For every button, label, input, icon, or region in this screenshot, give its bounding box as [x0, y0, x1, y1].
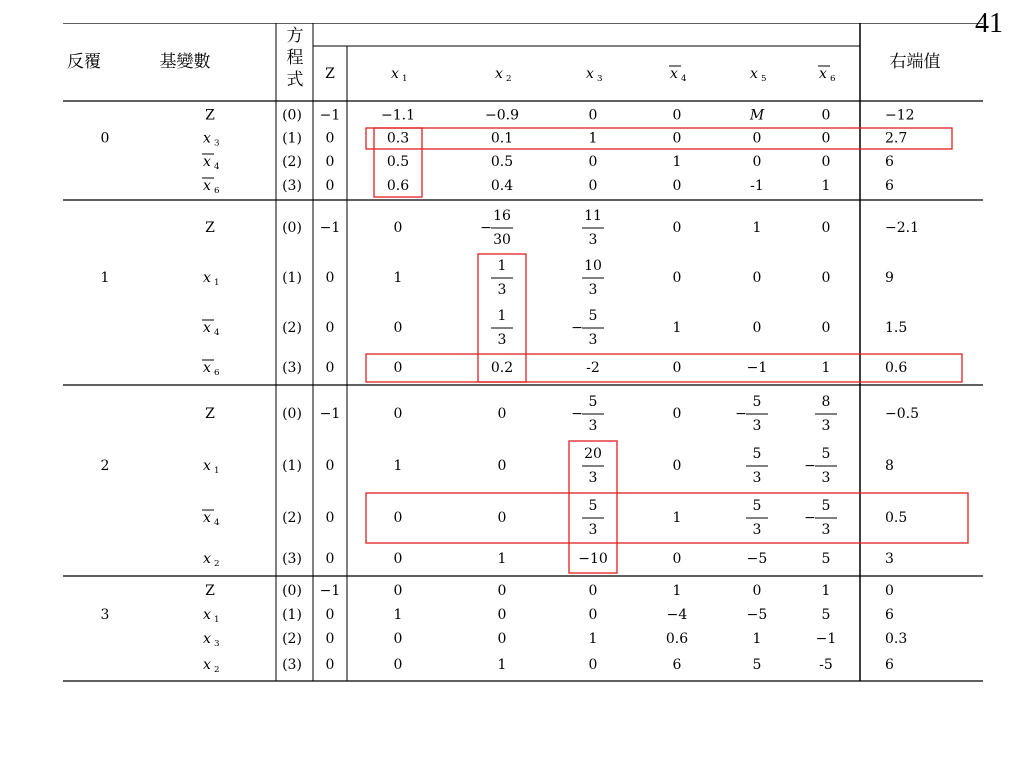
coef-it1-r2-c2-numerator: 5 [588, 308, 598, 324]
coef-it2-r2-c5-denominator: 3 [821, 522, 831, 538]
iteration-label: 3 [100, 607, 110, 623]
rhs-it3-r0: 0 [885, 583, 894, 599]
z-coefficient: 0 [325, 130, 335, 147]
coef-it1-r2-c1-denominator: 3 [497, 332, 507, 348]
coef-it0-r3-c4: -1 [750, 178, 764, 194]
coef-it2-r0-c1: 0 [497, 406, 507, 422]
coef-it2-r1-c3: 0 [672, 458, 682, 474]
coef-it0-r0-c1: −0.9 [485, 107, 519, 124]
coef-it3-r3-c4: 5 [752, 657, 762, 673]
coef-it2-r2-c2 [582, 498, 604, 538]
basic-var-it2-row3-letter: x [203, 551, 211, 567]
coef-it1-r0-c0: 0 [393, 220, 403, 236]
coef-it3-r3-c3: 6 [672, 657, 682, 673]
rhs-it1-r0: −2.1 [885, 220, 919, 236]
equation-number: (1) [282, 270, 302, 286]
coef-it0-r3-c5: 1 [821, 178, 831, 194]
coef-it3-r3-c0: 0 [393, 657, 403, 673]
coef-it1-r0-c2-numerator: 11 [584, 208, 602, 224]
basic-var-it2-row2 [202, 510, 220, 528]
coef-it2-r2-c5-sign: − [804, 510, 816, 526]
coef-it3-r2-c2: 1 [588, 631, 598, 647]
coef-it1-r2-c5: 0 [821, 320, 831, 336]
basic-var-it3-row0-text: Z [205, 583, 215, 599]
coef-it2-r2-c5 [804, 498, 837, 538]
coef-it1-r0-c1-denominator: 30 [493, 232, 511, 248]
basic-var-it0-row2-letter: x [203, 154, 211, 170]
coef-it0-r3-c1: 0.4 [490, 178, 514, 194]
coef-it1-r1-c3: 0 [672, 270, 682, 286]
header-rhs: 右端值 [889, 52, 941, 72]
equation-number: (0) [282, 220, 302, 236]
z-coefficient: 0 [325, 551, 335, 567]
header-var-5-letter: x [750, 66, 758, 82]
coef-it1-r3-c0: 0 [393, 360, 403, 376]
coef-it0-r2-c5: 0 [821, 154, 831, 170]
header-var-6 [818, 66, 836, 84]
basic-var-it1-row3 [202, 360, 220, 378]
equation-number: (2) [282, 154, 302, 170]
iteration-label: 0 [100, 130, 110, 147]
basic-var-it1-row1-subscript: 1 [214, 278, 220, 288]
coef-it1-r2-c2-denominator: 3 [588, 332, 598, 348]
coef-it1-r0-c2-denominator: 3 [588, 232, 598, 248]
rhs-it3-r2: 0.3 [885, 631, 908, 647]
coef-it1-r2-c0: 0 [393, 320, 403, 336]
header-var-1 [391, 66, 407, 84]
z-coefficient: 0 [325, 154, 335, 170]
equation-number: (0) [282, 406, 302, 422]
coef-it0-r2-c3: 1 [672, 154, 682, 170]
coef-it1-r2-c4: 0 [752, 320, 762, 336]
header-var-1-subscript: 1 [402, 74, 408, 84]
coef-it2-r1-c5-numerator: 5 [821, 446, 831, 462]
basic-var-it3-row1-subscript: 1 [214, 615, 220, 625]
rhs-it0-r1: 2.7 [885, 130, 908, 147]
rhs-it1-r3: 0.6 [885, 360, 908, 376]
z-coefficient: 0 [325, 270, 335, 286]
basic-var-it2-row1-letter: x [203, 458, 211, 474]
basic-var-it3-row3-letter: x [203, 657, 211, 673]
coef-it3-r2-c3: 0.6 [665, 631, 689, 647]
basic-var-it1-row3-subscript: 6 [214, 368, 220, 378]
rhs-it2-r3: 3 [885, 551, 894, 567]
coef-it2-r3-c2: −10 [578, 551, 608, 567]
coef-it2-r0-c3: 0 [672, 406, 682, 422]
equation-number: (1) [282, 607, 302, 623]
coef-it3-r0-c0: 0 [393, 583, 403, 599]
coef-it2-r1-c5-denominator: 3 [821, 470, 831, 486]
pivot-row-highlight [366, 493, 968, 543]
basic-var-it2-row1-subscript: 1 [214, 466, 220, 476]
coef-it0-r1-c5: 0 [821, 130, 831, 147]
coef-it0-r0-c2: 0 [588, 107, 598, 124]
coef-it2-r0-c4 [735, 394, 768, 434]
coef-it2-r2-c4 [746, 498, 768, 538]
rhs-it0-r3: 6 [885, 178, 894, 194]
equation-number: (3) [282, 360, 302, 376]
equation-number: (0) [282, 583, 302, 599]
coef-it1-r1-c4: 0 [752, 270, 762, 286]
basic-var-it1-row2 [202, 320, 220, 338]
z-coefficient: 0 [325, 178, 335, 194]
basic-var-it3-row1-letter: x [203, 607, 211, 623]
basic-var-it3-row2 [203, 631, 219, 649]
equation-number: (0) [282, 107, 302, 124]
equation-number: (3) [282, 657, 302, 673]
coef-it1-r1-c1 [491, 258, 513, 298]
coef-it2-r0-c2-numerator: 5 [588, 394, 598, 410]
equation-number: (3) [282, 551, 302, 567]
basic-var-it1-row1-letter: x [203, 270, 211, 286]
header-var-6-letter: x [819, 66, 827, 82]
coef-it1-r1-c1-numerator: 1 [497, 258, 507, 274]
rhs-it1-r2: 1.5 [885, 320, 908, 336]
coef-it2-r2-c2-numerator: 5 [588, 498, 598, 514]
basic-var-it2-row3 [203, 551, 219, 569]
basic-var-it1-row1 [203, 270, 219, 288]
coef-it1-r1-c2-numerator: 10 [584, 258, 602, 274]
z-coefficient: −1 [319, 107, 341, 124]
coef-it0-r2-c2: 0 [588, 154, 598, 170]
coef-it3-r0-c5: 1 [821, 583, 831, 599]
coef-it3-r0-c2: 0 [588, 583, 598, 599]
coef-it2-r3-c1: 1 [497, 551, 507, 567]
equation-number: (1) [282, 130, 302, 147]
rhs-it3-r1: 6 [885, 607, 894, 623]
rhs-it1-r1: 9 [885, 270, 894, 286]
basic-var-it2-row3-subscript: 2 [214, 559, 220, 569]
header-var-2 [495, 66, 511, 84]
coef-it2-r1-c5-sign: − [804, 458, 816, 474]
coef-it2-r1-c5 [804, 446, 837, 486]
coef-it2-r2-c1: 0 [497, 510, 507, 526]
basic-var-it2-row1 [203, 458, 219, 476]
coef-it1-r3-c5: 1 [821, 360, 831, 376]
basic-var-it0-row3-subscript: 6 [214, 186, 220, 196]
header-equation-char: 方 [286, 26, 304, 46]
coef-it2-r1-c4-numerator: 5 [752, 446, 762, 462]
header-var-4-subscript: 4 [681, 74, 687, 84]
coef-it2-r0-c5-numerator: 8 [821, 394, 831, 410]
coef-it1-r1-c2 [582, 258, 604, 298]
z-coefficient: −1 [319, 406, 341, 422]
coef-it1-r2-c1-numerator: 1 [497, 308, 507, 324]
coef-it2-r0-c4-sign: − [735, 406, 747, 422]
coef-it2-r0-c2-denominator: 3 [588, 418, 598, 434]
coef-it3-r0-c4: 0 [752, 583, 762, 599]
coef-it0-r1-c2: 1 [588, 130, 598, 147]
coef-it2-r0-c2 [571, 394, 604, 434]
equation-number: (2) [282, 510, 302, 526]
header-var-5 [750, 66, 766, 84]
z-coefficient: 0 [325, 510, 335, 526]
basic-var-it0-row2-subscript: 4 [214, 162, 220, 172]
coef-it1-r2-c2 [571, 308, 604, 348]
coef-it3-r3-c1: 1 [497, 657, 507, 673]
coef-it1-r3-c3: 0 [672, 360, 682, 376]
z-coefficient: 0 [325, 360, 335, 376]
basic-var-it3-row0 [205, 583, 215, 599]
coef-it2-r2-c3: 1 [672, 510, 682, 526]
rhs-it3-r3: 6 [885, 657, 894, 673]
z-coefficient: 0 [325, 657, 335, 673]
header-var-4-letter: x [670, 66, 678, 82]
coef-it1-r3-c1: 0.2 [490, 360, 514, 376]
z-coefficient: 0 [325, 320, 335, 336]
coef-it1-r1-c0: 1 [393, 270, 403, 286]
header-basic-variable: 基變數 [159, 52, 211, 72]
z-coefficient: 0 [325, 607, 335, 623]
rhs-it2-r0: −0.5 [885, 406, 919, 422]
coef-it0-r0-c3: 0 [672, 107, 682, 124]
basic-var-it3-row2-subscript: 3 [214, 639, 220, 649]
basic-var-it3-row3-subscript: 2 [214, 665, 220, 675]
header-var-3-letter: x [586, 66, 594, 82]
rhs-it2-r2: 0.5 [885, 510, 908, 526]
rhs-it0-r2: 6 [885, 154, 894, 170]
pivot-row-highlight [366, 128, 952, 149]
coef-it2-r0-c0: 0 [393, 406, 403, 422]
coef-it1-r2-c3: 1 [672, 320, 682, 336]
coef-it2-r2-c4-denominator: 3 [752, 522, 762, 538]
coef-it3-r3-c2: 0 [588, 657, 598, 673]
basic-var-it3-row2-letter: x [203, 631, 211, 647]
header-var-6-subscript: 6 [830, 74, 836, 84]
coef-it2-r3-c4: −5 [746, 551, 768, 567]
coef-it2-r2-c0: 0 [393, 510, 403, 526]
coef-it0-r1-c1: 0.1 [490, 130, 514, 147]
header-equation-char: 程 [286, 48, 304, 68]
coef-it1-r0-c1-numerator: 16 [493, 208, 511, 224]
basic-var-it1-row2-subscript: 4 [214, 328, 220, 338]
header-equation-char: 式 [286, 70, 304, 90]
coef-it2-r1-c0: 1 [393, 458, 403, 474]
coef-it0-r3-c3: 0 [672, 178, 682, 194]
z-coefficient: 0 [325, 631, 335, 647]
basic-var-it0-row1-letter: x [203, 130, 211, 147]
coef-it0-r2-c4: 0 [752, 154, 762, 170]
basic-var-it0-row3-letter: x [203, 178, 211, 194]
rhs-it0-r0: −12 [885, 107, 915, 124]
coef-it2-r0-c4-numerator: 5 [752, 394, 762, 410]
coef-it3-r2-c5: −1 [815, 631, 837, 647]
coef-it3-r1-c5: 5 [821, 607, 831, 623]
header-var-5-subscript: 5 [761, 74, 767, 84]
basic-var-it3-row1 [203, 607, 219, 625]
coef-it1-r1-c5: 0 [821, 270, 831, 286]
pivot-row-highlight [366, 354, 962, 382]
coef-it3-r1-c3: −4 [666, 607, 688, 623]
header-iteration: 反覆 [67, 52, 101, 72]
coef-it2-r1-c4 [746, 446, 768, 486]
coef-it0-r0-c0: −1.1 [381, 107, 415, 124]
simplex-tableau [63, 23, 983, 743]
coef-it2-r0-c4-denominator: 3 [752, 418, 762, 434]
header-z: Z [325, 66, 335, 82]
basic-var-it0-row2 [202, 154, 220, 172]
coef-it1-r3-c4: −1 [746, 360, 768, 376]
header-var-1-letter: x [391, 66, 399, 82]
iteration-label: 2 [100, 458, 110, 474]
basic-var-it1-row3-letter: x [203, 360, 211, 376]
coef-it2-r0-c2-sign: − [571, 406, 583, 422]
coef-it0-r1-c4: 0 [752, 130, 762, 147]
coef-it2-r3-c0: 0 [393, 551, 403, 567]
z-coefficient: 0 [325, 458, 335, 474]
coef-it1-r2-c2-sign: − [571, 320, 583, 336]
coef-it2-r0-c5 [815, 394, 837, 434]
basic-var-it0-row1 [203, 131, 219, 149]
page-number: 41 [975, 8, 1003, 39]
coef-it2-r0-c5-denominator: 3 [821, 418, 831, 434]
coef-it2-r1-c4-denominator: 3 [752, 470, 762, 486]
iteration-label: 1 [100, 270, 110, 286]
coef-it3-r1-c1: 0 [497, 607, 507, 623]
header-var-4 [669, 66, 687, 84]
coef-it3-r0-c1: 0 [497, 583, 507, 599]
basic-var-it2-row0 [205, 406, 215, 422]
coef-it0-r2-c0: 0.5 [386, 154, 410, 170]
equation-number: (2) [282, 631, 302, 647]
coef-it1-r0-c2 [582, 208, 604, 248]
coef-it0-r2-c1: 0.5 [490, 154, 514, 170]
coef-it1-r1-c1-denominator: 3 [497, 282, 507, 298]
basic-var-it3-row3 [203, 657, 219, 675]
basic-var-it0-row0-text: Z [205, 107, 215, 124]
coef-it1-r3-c2: -2 [586, 360, 600, 376]
basic-var-it2-row0-text: Z [205, 406, 215, 422]
coef-it2-r1-c1: 0 [497, 458, 507, 474]
basic-var-it1-row2-letter: x [203, 320, 211, 336]
coef-it2-r1-c2-denominator: 3 [588, 470, 598, 486]
coef-it1-r1-c2-denominator: 3 [588, 282, 598, 298]
basic-var-it1-row0 [205, 220, 215, 236]
coef-it3-r1-c0: 1 [393, 607, 403, 623]
coef-it2-r1-c2 [582, 446, 604, 486]
coef-it2-r2-c4-numerator: 5 [752, 498, 762, 514]
coef-it3-r0-c3: 1 [672, 583, 682, 599]
coef-it0-r0-c4: M [749, 107, 765, 124]
coef-it1-r0-c4: 1 [752, 220, 762, 236]
coef-it3-r1-c4: −5 [746, 607, 768, 623]
coef-it1-r0-c1 [480, 208, 513, 248]
coef-it0-r1-c0: 0.3 [386, 130, 410, 147]
coef-it0-r3-c0: 0.6 [386, 178, 410, 194]
coef-it3-r2-c4: 1 [752, 631, 762, 647]
coef-it1-r2-c1 [491, 308, 513, 348]
coef-it0-r3-c2: 0 [588, 178, 598, 194]
basic-var-it0-row3 [202, 178, 220, 196]
coef-it3-r2-c1: 0 [497, 631, 507, 647]
basic-var-it1-row0-text: Z [205, 220, 215, 236]
coef-it2-r3-c5: 5 [821, 551, 831, 567]
header-var-2-subscript: 2 [506, 74, 512, 84]
equation-number: (2) [282, 320, 302, 336]
coef-it2-r3-c3: 0 [672, 551, 682, 567]
basic-var-it0-row0 [205, 108, 215, 124]
coef-it2-r2-c2-denominator: 3 [588, 522, 598, 538]
basic-var-it2-row2-subscript: 4 [214, 518, 220, 528]
coef-it3-r3-c5: -5 [819, 657, 833, 673]
coef-it3-r1-c2: 0 [588, 607, 598, 623]
coef-it3-r2-c0: 0 [393, 631, 403, 647]
equation-number: (3) [282, 178, 302, 194]
equation-number: (1) [282, 458, 302, 474]
rhs-it2-r1: 8 [885, 458, 894, 474]
coef-it1-r0-c1-sign: − [480, 220, 492, 236]
coef-it1-r0-c5: 0 [821, 220, 831, 236]
header-var-2-letter: x [495, 66, 503, 82]
header-var-3 [586, 66, 602, 84]
coef-it1-r0-c3: 0 [672, 220, 682, 236]
z-coefficient: −1 [319, 583, 341, 599]
coef-it2-r2-c5-numerator: 5 [821, 498, 831, 514]
basic-var-it0-row1-subscript: 3 [214, 138, 220, 149]
coef-it0-r1-c3: 0 [672, 130, 682, 147]
basic-var-it2-row2-letter: x [203, 510, 211, 526]
coef-it0-r0-c5: 0 [821, 107, 831, 124]
coef-it2-r1-c2-numerator: 20 [584, 446, 602, 462]
z-coefficient: −1 [319, 220, 341, 236]
header-var-3-subscript: 3 [597, 74, 603, 84]
